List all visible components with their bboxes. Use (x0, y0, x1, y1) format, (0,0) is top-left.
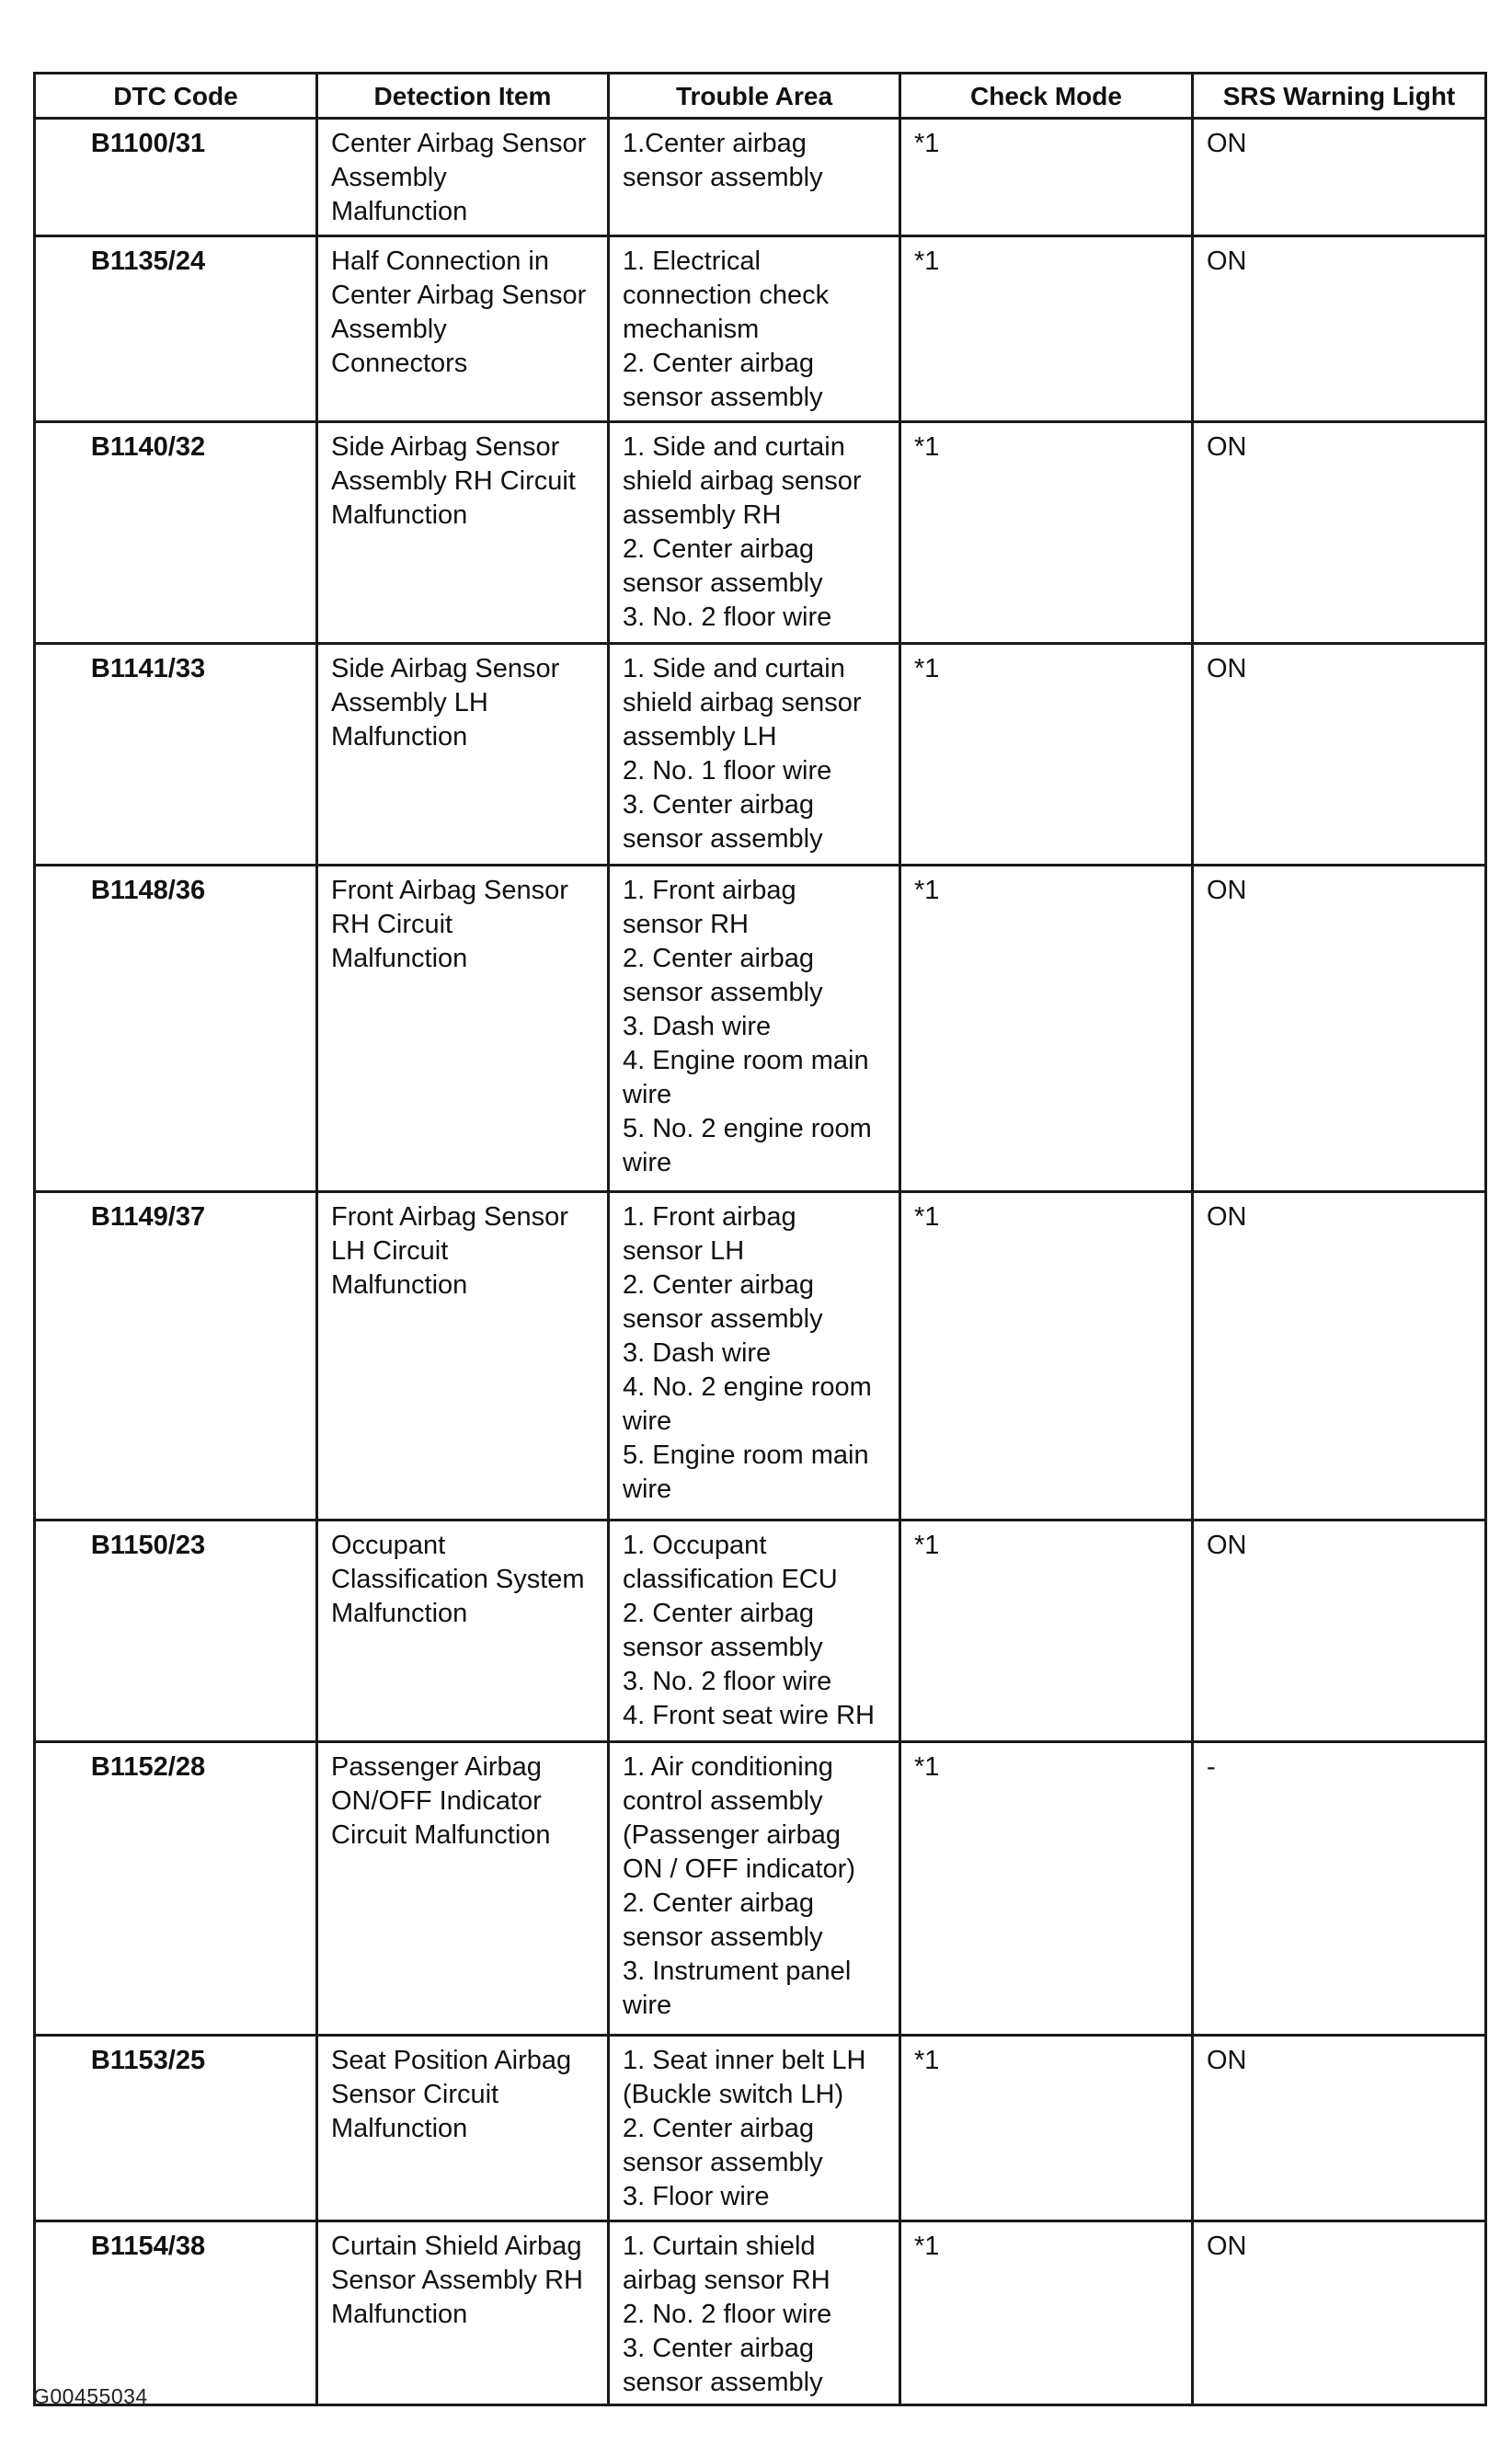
dtc-code-cell (35, 119, 317, 236)
figure-id: G00455034 (33, 2384, 148, 2408)
check-mode-cell (900, 2036, 1193, 2221)
header-srs-warning-light: SRS Warning Light (1193, 74, 1486, 119)
trouble-area-cell (609, 119, 900, 236)
table-header-row (35, 74, 1486, 119)
detection-item-text: Side Airbag Sensor Assembly RH Circuit Malfunction (331, 432, 576, 530)
trouble-area-cell (609, 422, 900, 644)
dtc-code-cell (35, 1742, 317, 2036)
table-row (35, 866, 1486, 1192)
detection-item-text: Side Airbag Sensor Assembly LH Malfunction (331, 654, 560, 752)
dtc-code-cell (35, 236, 317, 422)
dtc-code-text: B1149/37 (90, 1202, 206, 1232)
trouble-area-cell (609, 1742, 900, 2036)
table-row (35, 1742, 1486, 2036)
check-mode-text: *1 (914, 876, 940, 905)
check-mode-text: *1 (914, 1752, 940, 1782)
detection-item-cell (317, 119, 609, 236)
detection-item-cell (317, 422, 609, 644)
srs-warning-light-cell (1193, 2221, 1486, 2405)
check-mode-text: *1 (914, 432, 940, 462)
dtc-code-text: B1135/24 (90, 247, 206, 276)
detection-item-text: Center Airbag Sensor Assembly Malfunction (331, 129, 587, 226)
dtc-code-text: B1153/25 (90, 2046, 206, 2075)
detection-item-text: Passenger Airbag ON/OFF Indicator Circuit Malfunction (331, 1752, 551, 1850)
check-mode-cell (900, 119, 1193, 236)
check-mode-cell (900, 422, 1193, 644)
detection-item-text: Front Airbag Sensor LH Circuit Malfunction (331, 1202, 568, 1300)
srs-warning-light-text: - (1207, 1752, 1216, 1782)
trouble-area-text: 1. Front airbag sensor LH 2. Center airbag sensor assembly 3. Dash wire 4. No. 2 engine room wire 5. Engine room main wire (623, 1202, 872, 1504)
check-mode-text: *1 (914, 2232, 940, 2261)
dtc-code-text: B1148/36 (90, 876, 206, 905)
check-mode-cell (900, 236, 1193, 422)
dtc-code-cell (35, 644, 317, 866)
srs-warning-light-cell (1193, 2036, 1486, 2221)
detection-item-text: Half Connection in Center Airbag Sensor Assembly Connectors (331, 247, 587, 378)
check-mode-cell (900, 1192, 1193, 1521)
srs-warning-light-text: ON (1207, 1202, 1247, 1232)
dtc-code-text: B1141/33 (90, 654, 206, 683)
dtc-code-text: B1150/23 (90, 1531, 206, 1560)
trouble-area-text: 1. Side and curtain shield airbag sensor assembly LH 2. No. 1 floor wire 3. Center airbag sensor assembly (623, 654, 862, 854)
dtc-code-text: B1154/38 (90, 2232, 206, 2261)
table-row (35, 2221, 1486, 2405)
table-row (35, 422, 1486, 644)
table-row (35, 644, 1486, 866)
check-mode-cell (900, 644, 1193, 866)
trouble-area-cell (609, 2036, 900, 2221)
srs-warning-light-cell (1193, 1192, 1486, 1521)
check-mode-text: *1 (914, 2046, 940, 2075)
table-row (35, 236, 1486, 422)
header-trouble-area: Trouble Area (609, 74, 900, 119)
table-row (35, 1192, 1486, 1521)
detection-item-cell (317, 2221, 609, 2405)
trouble-area-text: 1. Curtain shield airbag sensor RH 2. No. 2 floor wire 3. Center airbag sensor assembly (623, 2232, 832, 2397)
trouble-area-text: 1. Air conditioning control assembly (Passenger airbag ON / OFF indicator) 2. Center airbag sensor assembly 3. Instrument panel wire (623, 1752, 855, 2020)
detection-item-cell (317, 1521, 609, 1742)
dtc-code-cell (35, 2036, 317, 2221)
table-body (35, 119, 1486, 2405)
trouble-area-cell (609, 1192, 900, 1521)
header-detection-item: Detection Item (317, 74, 609, 119)
table-row (35, 1521, 1486, 1742)
check-mode-text: *1 (914, 129, 940, 158)
detection-item-cell (317, 236, 609, 422)
srs-warning-light-cell (1193, 119, 1486, 236)
trouble-area-cell (609, 2221, 900, 2405)
check-mode-text: *1 (914, 1202, 940, 1232)
header-check-mode: Check Mode (900, 74, 1193, 119)
srs-warning-light-text: ON (1207, 432, 1247, 462)
check-mode-cell (900, 866, 1193, 1192)
check-mode-cell (900, 1742, 1193, 2036)
srs-warning-light-cell (1193, 422, 1486, 644)
dtc-code-cell (35, 866, 317, 1192)
detection-item-text: Seat Position Airbag Sensor Circuit Malfunction (331, 2046, 572, 2143)
srs-warning-light-text: ON (1207, 1531, 1247, 1560)
trouble-area-cell (609, 866, 900, 1192)
dtc-code-cell (35, 1521, 317, 1742)
srs-warning-light-cell (1193, 1521, 1486, 1742)
check-mode-cell (900, 1521, 1193, 1742)
srs-warning-light-text: ON (1207, 129, 1247, 158)
detection-item-cell (317, 644, 609, 866)
table-row (35, 119, 1486, 236)
detection-item-text: Front Airbag Sensor RH Circuit Malfunction (331, 876, 568, 973)
trouble-area-text: 1. Side and curtain shield airbag sensor assembly RH 2. Center airbag sensor assembly 3. No. 2 floor wire (623, 432, 862, 632)
table-row (35, 2036, 1486, 2221)
srs-warning-light-cell (1193, 644, 1486, 866)
detection-item-cell (317, 2036, 609, 2221)
trouble-area-cell (609, 644, 900, 866)
detection-item-cell (317, 866, 609, 1192)
check-mode-text: *1 (914, 654, 940, 683)
header-dtc-code: DTC Code (35, 74, 317, 119)
srs-warning-light-cell (1193, 866, 1486, 1192)
srs-warning-light-cell (1193, 1742, 1486, 2036)
srs-warning-light-text: ON (1207, 2232, 1247, 2261)
dtc-code-text: B1152/28 (90, 1752, 206, 1782)
check-mode-text: *1 (914, 1531, 940, 1560)
trouble-area-text: 1. Electrical connection check mechanism 2. Center airbag sensor assembly (623, 247, 830, 412)
srs-warning-light-text: ON (1207, 2046, 1247, 2075)
srs-warning-light-text: ON (1207, 654, 1247, 683)
trouble-area-cell (609, 236, 900, 422)
dtc-code-cell (35, 1192, 317, 1521)
detection-item-cell (317, 1742, 609, 2036)
detection-item-text: Occupant Classification System Malfunction (331, 1531, 585, 1628)
srs-warning-light-text: ON (1207, 876, 1247, 905)
check-mode-cell (900, 2221, 1193, 2405)
trouble-area-text: 1.Center airbag sensor assembly (623, 129, 823, 192)
dtc-code-text: B1140/32 (90, 432, 206, 462)
dtc-code-text: B1100/31 (90, 129, 206, 158)
trouble-area-text: 1. Seat inner belt LH (Buckle switch LH) 2. Center airbag sensor assembly 3. Floor wire (623, 2046, 866, 2211)
dtc-code-cell (35, 422, 317, 644)
trouble-area-text: 1. Front airbag sensor RH 2. Center airbag sensor assembly 3. Dash wire 4. Engine room main wire 5. No. 2 engine room wire (623, 876, 872, 1177)
detection-item-cell (317, 1192, 609, 1521)
srs-warning-light-cell (1193, 236, 1486, 422)
trouble-area-cell (609, 1521, 900, 1742)
trouble-area-text: 1. Occupant classification ECU 2. Center airbag sensor assembly 3. No. 2 floor wire 4. Front seat wire RH (623, 1531, 875, 1730)
srs-warning-light-text: ON (1207, 247, 1247, 276)
dtc-code-cell (35, 2221, 317, 2405)
check-mode-text: *1 (914, 247, 940, 276)
dtc-table (33, 72, 1487, 2406)
detection-item-text: Curtain Shield Airbag Sensor Assembly RH Malfunction (331, 2232, 583, 2329)
